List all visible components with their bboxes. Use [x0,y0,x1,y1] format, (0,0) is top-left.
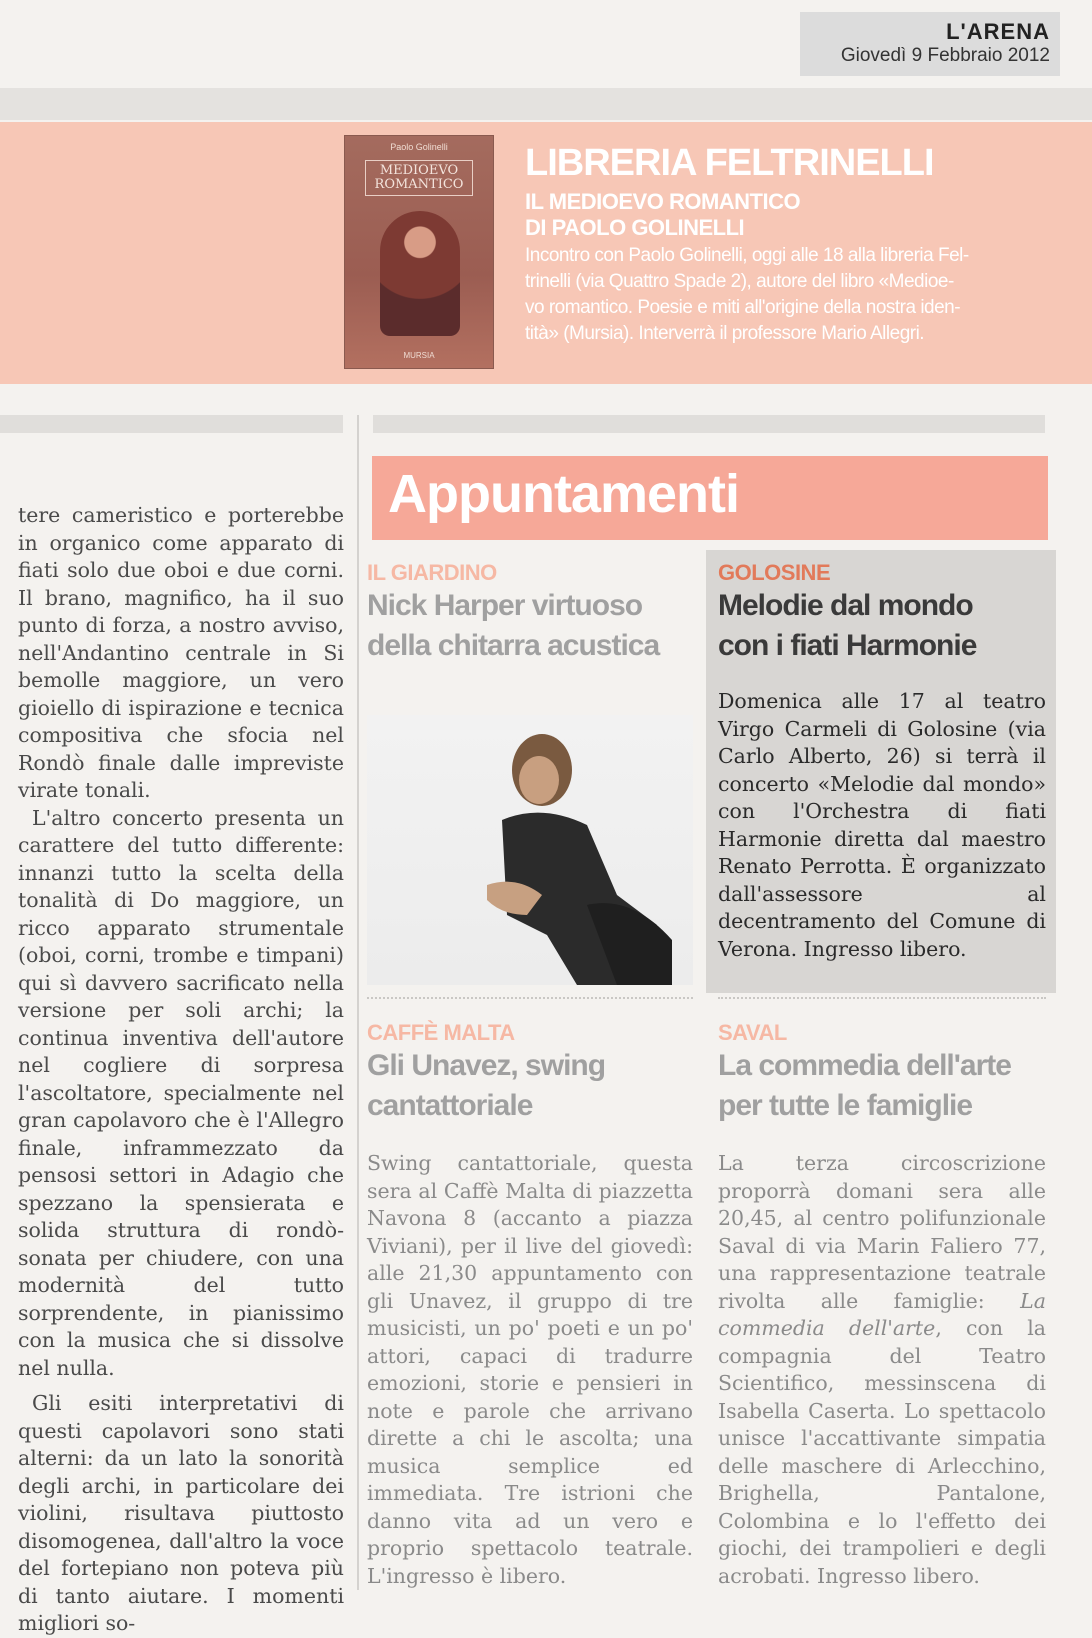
body-text: La terza circoscrizione proporrà domani sera alle 20,45, al centro polifunzionale Saval di via Marin Faliero 77, una rappresentazione teatrale rivolta alle famiglie: [718,1151,1046,1313]
paragraph: Gli esiti interpretativi di questi capolavori sono stati alterni: da un lato la sonorità degli archi, in particolare dei violini, risultava piuttosto disomogenea, dall'altro la voce del fortepiano non poteva più di tanto aiutare. I momenti migliori so- [18,1391,344,1635]
left-column-text [18,502,344,1638]
headline-line: Nick Harper virtuoso [367,589,643,622]
article-body: Swing cantattoriale, questa sera al Caffè Malta di piazzetta Navona 8 (accanto a piazza Viviani), per il live del giovedì: alle 21,30 appuntamento con gli Unavez, il gruppo di tre musicisti, un po' poeti e un po' attori, capaci di tradurre emozioni, storie e pensieri in note e parole che arrivano dirette a chi le ascolta; una musica semplice ed immediata. Tre istrioni che danno vita ad un vero e proprio spettacolo teatrale. L'ingresso è libero. [367,1151,693,1588]
feltrinelli-title: LIBRERIA FELTRINELLI [525,142,934,184]
issue-date: Giovedì 9 Febbraio 2012 [840,45,1050,66]
play-title: La commedia dell'arte [718,1288,1046,1340]
article-kicker: CAFFÈ MALTA [367,1020,515,1045]
body-text: , con la compagnia del Teatro Scientifico, messinscena di Isabella Caserta. Lo spettacolo unisce l'accattivante simpatia delle maschere di Arlecchino, Brighella, Pantalone, Colombina e lo l'effetto dei giochi, dei trampolieri e degli acrobati. Ingresso libero. [718,1316,1046,1588]
column-divider [357,415,359,1590]
headline-line: Melodie dal mondo [718,589,973,622]
feltrinelli-body-line: vo romantico. Poesie e miti all'origine della nostra iden- [525,297,961,318]
headline-line: con i fiati Harmonie [718,629,977,662]
feltrinelli-body-line: trinelli (via Quattro Spade 2), autore del libro «Medioe- [525,271,954,292]
gray-band [0,88,1092,120]
article-headline [718,1046,1046,1126]
book-cover-figure [380,211,460,336]
article-body: Domenica alle 17 al teatro Virgo Carmeli di Golosine (via Carlo Alberto, 26) si terrà il concerto «Melodie dal mondo» con l'Orchestra di fiati Harmonie diretta dal maestro Renato Perrotta. È organizzato dall'assessore al decentramento del Comune di Verona. Ingresso libero. [718,689,1046,961]
headline-line: cantattoriale [367,1089,533,1122]
article-kicker: IL GIARDINO [367,560,497,585]
paragraph: L'altro concerto presenta un carattere del tutto differente: innanzi tutto la scelta della tonalità di Do maggiore, un ricco apparato strumentale (oboi, corni, trombe e timpani) qui sì davvero sacrificato nella versione per soli archi; la continua inventiva dell'autore nel cogliere di sorpresa l'ascoltatore, specialmente nel gran capolavoro che è l'Allegro finale, inframmezzato da pensosi settori in Adagio che spezzano la spensierata e solida struttura di rondò-sonata per chiudere, con una modernità del tutto sorprendente, in pianissimo con la musica che si dissolve nel nulla. [18,805,344,1380]
feltrinelli-subtitle-line: IL MEDIOEVO ROMANTICO [525,189,801,214]
article-headline [718,586,1046,666]
book-author: Paolo Golinelli [390,142,448,152]
column-top-rule [373,415,1045,433]
article-giardino [367,560,693,666]
feltrinelli-subtitle-line: DI PAOLO GOLINELLI [525,215,745,240]
masthead [800,12,1060,76]
article-kicker: GOLOSINE [718,560,831,585]
book-title-line: MEDIOEVO [379,163,459,178]
nick-harper-photo [367,715,693,985]
article-body [718,1150,1046,1590]
feltrinelli-body-line: Incontro con Paolo Golinelli, oggi alle 18 alla libreria Fel- [525,245,969,266]
separator [718,997,1046,999]
article-malta [367,1020,693,1590]
feltrinelli-article [525,143,1055,347]
article-golosine [718,560,1046,963]
headline-line: Gli Unavez, swing [367,1049,606,1082]
section-title: Appuntamenti [388,464,739,524]
book-cover-image [344,135,494,369]
headline-line: per tutte le famiglie [718,1089,973,1122]
column-top-rule [0,415,343,433]
guitarist-figure [447,725,677,985]
feltrinelli-body-line: tità» (Mursia). Interverrà il professore Mario Allegri. [525,323,925,344]
headline-line: La commedia dell'arte [718,1049,1011,1082]
article-saval [718,1020,1046,1590]
paragraph: tere cameristico e porterebbe in organico come apparato di fiati solo due oboi e due corni. Il brano, magnifico, ha il suo punto di forza, a nostro avviso, nell'Andantino centrale in Si bemolle maggiore, un vero gioiello di ispirazione e tecnica compositiva che sfocia nel Rondò finale dalle impreviste virate tonali. [18,503,344,802]
separator [367,997,693,999]
article-kicker: SAVAL [718,1020,787,1045]
feltrinelli-subtitle [525,189,1055,241]
feltrinelli-body [525,243,1055,347]
section-banner [372,456,1048,540]
book-title [365,160,473,196]
article-headline [367,586,693,666]
book-title-line: ROMANTICO [374,177,464,192]
newspaper-name: L'ARENA [946,19,1050,44]
headline-line: della chitarra acustica [367,629,660,662]
article-headline [367,1046,693,1126]
book-publisher: MURSIA [403,351,435,360]
